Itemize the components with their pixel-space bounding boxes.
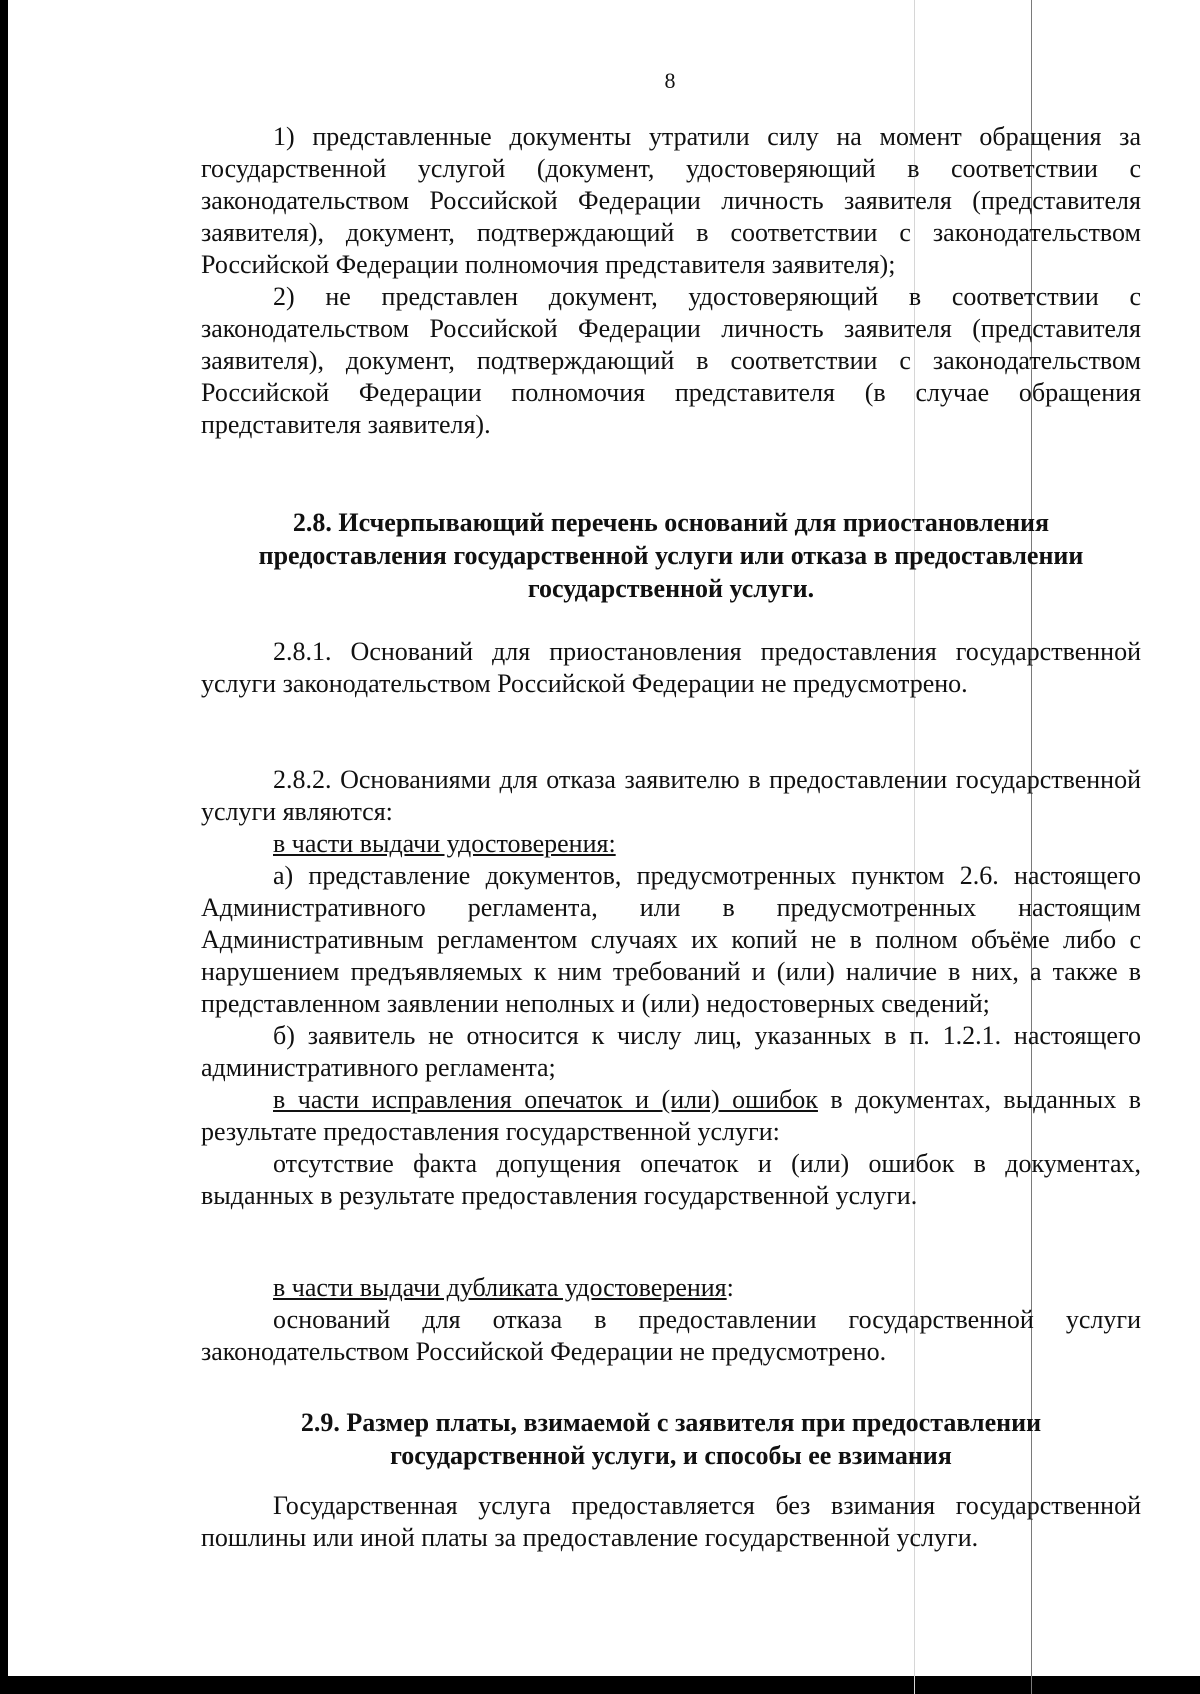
scan-edge-bottom [0,1676,1200,1694]
duplicate-part [201,1272,1141,1368]
subsection-label [201,1272,1141,1304]
fee-paragraph [201,1490,1141,1554]
section-heading-2-8: 2.8. Исчерпывающий перечень оснований для приостановления предоставления государственной услуги или отказа в предоставлении государственной услуги. [258,508,1084,603]
label-colon: : [726,1273,734,1302]
list-item: а) представление документов, предусмотренных пунктом 2.6. настоящего Административного регламента, или в предусмотренных настоящим Административным регламентом случаях их копий не в полном объёме либо с нарушением предъявляемых к ним требований и (или) наличие в них, а также в представленном заявлении неполных и (или) недостоверных сведений; [201,861,1141,1018]
label-continuation: в документах, выданных в результате предоставления государственной услуги: [201,1085,1141,1146]
section-heading-2-9: 2.9. Размер платы, взимаемой с заявителя при предоставлении государственной услуги, и способы ее взимания [300,1408,1042,1470]
subsection-label [201,1084,1141,1148]
underlined-label: в части выдачи дубликата удостоверения [273,1273,727,1302]
paragraph: 2.8.2. Основаниями для отказа заявителю в предоставлении государственной услуги являются: [201,765,1141,826]
paragraph-2-8-1 [201,636,1141,700]
reasons-list [201,121,1141,441]
underlined-label: в части исправления опечаток и (или) ошибок [273,1085,818,1114]
list-item: б) заявитель не относится к числу лиц, указанных в п. 1.2.1. настоящего административного регламента; [201,1021,1141,1082]
paragraph: 2.8.1. Оснований для приостановления предоставления государственной услуги законодательством Российской Федерации не предусмотрено. [201,637,1141,698]
underlined-label: в части выдачи удостоверения: [273,829,616,858]
subsection-label [201,828,1141,860]
list-item: 1) представленные документы утратили силу на момент обращения за государственной услугой (документ, удостоверяющий в соответствии с законодательством Российской Федерации личность заявителя (представителя заявителя), документ, подтверждающий в соответствии с законодательством Российской Федерации полномочия представителя заявителя); [201,122,1141,279]
paragraph: Государственная услуга предоставляется без взимания государственной пошлины или иной платы за предоставление государственной услуги. [201,1491,1141,1552]
paragraph: отсутствие факта допущения опечаток и (или) ошибок в документах, выданных в результате предоставления государственной услуги. [201,1149,1141,1210]
paragraph-2-8-2 [201,764,1141,1212]
page-number: 8 [664,68,676,93]
list-item: 2) не представлен документ, удостоверяющий в соответствии с законодательством Российской Федерации личность заявителя (представителя заявителя), документ, подтверждающий в соответствии с законодательством Российской Федерации полномочия представителя (в случае обращения представителя заявителя). [201,282,1141,439]
scan-edge-left [0,0,8,1694]
paragraph: оснований для отказа в предоставлении государственной услуги законодательством Российской Федерации не предусмотрено. [201,1305,1141,1366]
